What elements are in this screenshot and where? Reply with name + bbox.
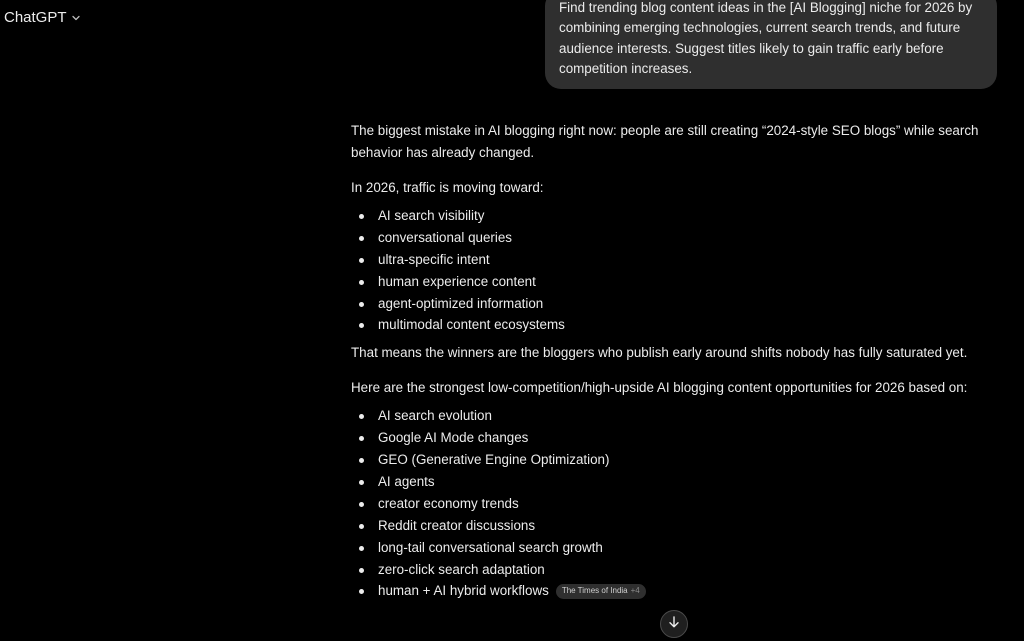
model-selector[interactable] — [4, 9, 81, 26]
bullet-icon — [359, 546, 364, 551]
user-message-text: Find trending blog content ideas in the [AI Blogging] niche for 2026 by combining emerging technologies, current search trends, and future audience interests. Suggest titles likely to gain traffic early before competition increases. — [559, 0, 973, 76]
list-item: agent-optimized information — [351, 293, 1001, 315]
traffic-lead: In 2026, traffic is moving toward: — [351, 180, 544, 195]
list-item: AI agents — [351, 471, 1001, 493]
list-item: human experience content — [351, 271, 1001, 293]
response-intro: The biggest mistake in AI blogging right now: people are still creating “2024-style SEO blogs” while search behavior has already changed. — [351, 123, 979, 160]
bullet-icon — [359, 589, 364, 594]
list-item: long-tail conversational search growth — [351, 537, 1001, 559]
list-item: GEO (Generative Engine Optimization) — [351, 449, 1001, 471]
bullet-icon — [359, 524, 364, 529]
bullet-icon — [359, 280, 364, 285]
list-item: AI search evolution — [351, 405, 1001, 427]
list-item: human + AI hybrid workflows The Times of India +4 — [351, 580, 1001, 602]
list-item: Google AI Mode changes — [351, 427, 1001, 449]
bullet-icon — [359, 414, 364, 419]
chevron-down-icon — [71, 13, 81, 23]
scroll-to-bottom-button[interactable] — [660, 610, 688, 638]
bullet-icon — [359, 480, 364, 485]
list-item: AI search visibility — [351, 205, 1001, 227]
list-item: zero-click search adaptation — [351, 559, 1001, 581]
bullet-icon — [359, 323, 364, 328]
list-item: creator economy trends — [351, 493, 1001, 515]
user-message — [545, 0, 997, 89]
bullet-icon — [359, 458, 364, 463]
winners-paragraph: That means the winners are the bloggers who publish early around shifts nobody has fully saturated yet. — [351, 345, 968, 361]
basis-list — [351, 405, 1001, 602]
assistant-response — [351, 120, 1001, 602]
traffic-list — [351, 205, 1001, 336]
list-item: Reddit creator discussions — [351, 515, 1001, 537]
source-chip-count: +4 — [630, 586, 640, 596]
arrow-down-icon — [667, 615, 681, 634]
app-title: ChatGPT — [4, 9, 67, 26]
opportunities-lead: Here are the strongest low-competition/high-upside AI blogging content opportunities for 2026 based on: — [351, 380, 968, 396]
bullet-icon — [359, 302, 364, 307]
bullet-icon — [359, 568, 364, 573]
list-item: multimodal content ecosystems — [351, 314, 1001, 336]
bullet-icon — [359, 236, 364, 241]
source-chip-label: The Times of India — [561, 586, 628, 596]
list-item: conversational queries — [351, 227, 1001, 249]
bullet-icon — [359, 502, 364, 507]
bullet-icon — [359, 214, 364, 219]
list-item: ultra-specific intent — [351, 249, 1001, 271]
bullet-icon — [359, 258, 364, 263]
bullet-icon — [359, 436, 364, 441]
source-citation-chip[interactable] — [556, 584, 646, 599]
